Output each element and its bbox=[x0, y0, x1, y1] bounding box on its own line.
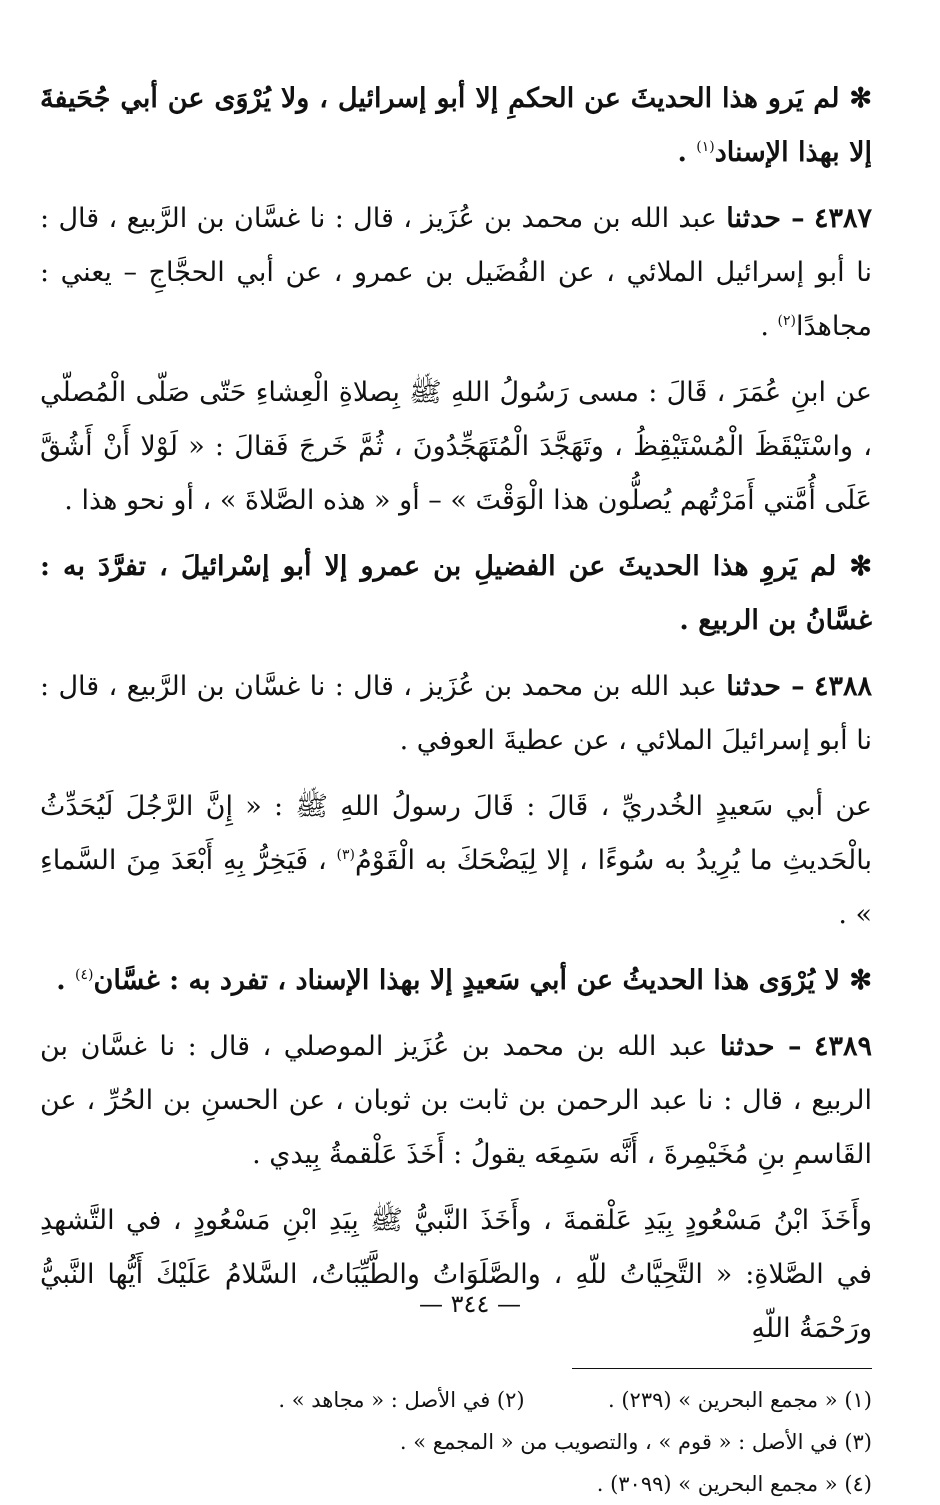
footnote-4: (٤) « مجمع البحرين » (٣٠٩٩) . bbox=[596, 1472, 872, 1496]
footnote-3: (٣) في الأصل : « قوم » ، والتصويب من « المجمع » . bbox=[399, 1430, 872, 1454]
footnote-ref: (٣) bbox=[336, 847, 355, 863]
paragraph-end: ، فَيَخِرُّ بِهِ أَبْعَدَ مِنَ السَّماءِ » . bbox=[40, 845, 872, 930]
footnote-ref: (١) bbox=[696, 139, 715, 155]
footnote-2: (٢) في الأصل : « مجاهد » . bbox=[278, 1388, 525, 1412]
paragraph-text: عبد الله بن محمد بن عُزَيز ، قال : نا غسَّان بن الرَّبيع ، قال : نا أبو إسرائيلَ الملائي ، عن عطيةَ العوفي . bbox=[40, 671, 872, 756]
hadith-number: ٤٣٨٩ bbox=[813, 1031, 872, 1062]
footnotes bbox=[40, 1379, 872, 1505]
paragraph-text: لم يَروِ هذا الحديثَ عن الفضيلِ بن عمرو إلا أبو إسْرائيلَ ، تفرَّدَ به : غسَّانُ بن الربيع . bbox=[40, 551, 872, 636]
paragraph-text: عبد الله بن محمد بن عُزَيز ، قال : نا غسَّان بن الرَّبيع ، قال : نا أبو إسرائيل الملائي ، عن الفُضَيل بن عمرو ، عن أبي الحجَّاجِ – يعني : مجاهدًا bbox=[40, 203, 872, 342]
footnote-line bbox=[40, 1379, 872, 1421]
paragraph-text: عبد الله بن محمد بن عُزَيز الموصلي ، قال : نا غسَّان بن الربيع ، قال : نا عبد الرحمن بن ثابت بن ثوبان ، عن الحسنِ بن الحُرِّ ، عن القَاسمِ بنِ مُخَيْمِرةَ ، أَنَّه سَمِعَه يقولُ : أَخَذَ عَلْقمةُ بِيدي . bbox=[40, 1031, 872, 1170]
hadith-number: ٤٣٨٧ bbox=[814, 203, 873, 234]
footnote-line bbox=[40, 1463, 872, 1505]
hadith-number: ٤٣٨٨ bbox=[814, 671, 873, 702]
hadith-lead: – حدثنا bbox=[726, 203, 805, 234]
paragraph-end: . bbox=[677, 137, 687, 168]
paragraph-text: لا يُرْوَى هذا الحديثُ عن أبي سَعيدٍ إلا بهذا الإسناد ، تفرد به : غسَّان bbox=[93, 965, 840, 996]
editor-note bbox=[40, 540, 872, 648]
footnote-1: (١) « مجمع البحرين » (٢٣٩) . bbox=[608, 1388, 872, 1412]
hadith-isnad bbox=[40, 192, 872, 354]
footnote-line bbox=[40, 1421, 872, 1463]
hadith-isnad bbox=[40, 660, 872, 768]
hadith-text bbox=[40, 1194, 872, 1356]
star-marker: ✻ bbox=[849, 83, 873, 114]
hadith-lead: – حدثنا bbox=[726, 671, 805, 702]
footnote-ref: (٢) bbox=[777, 313, 796, 329]
main-text bbox=[40, 72, 872, 1356]
footnote-ref: (٤) bbox=[75, 967, 94, 983]
paragraph-text: عن أبي سَعيدٍ الخُدريِّ ، قَالَ : قَالَ رسولُ اللهِ ﷺ : « إِنَّ الرَّجُلَ لَيُحَدِّثُ بالْحَديثِ ما يُرِيدُ به سُوءًا ، إلا لِيَضْحَكَ به الْقَوْمُ bbox=[40, 791, 873, 876]
star-marker: ✻ bbox=[849, 965, 872, 996]
editor-note bbox=[40, 72, 872, 180]
paragraph-end: . bbox=[56, 965, 66, 996]
hadith-isnad bbox=[40, 1020, 872, 1182]
paragraph-text: لم يَرو هذا الحديثَ عن الحكمِ إلا أبو إسرائيل ، ولا يُرْوَى عن أبي جُحَيفةَ إلا بهذا الإسناد bbox=[40, 83, 872, 168]
paragraph-text: وأَخَذَ ابْنُ مَسْعُودٍ بِيَدِ عَلْقمةَ ، وأَخَذَ النَّبيُّ ﷺ بِيَدِ ابْنِ مَسْعُودٍ ، في التَّشهدِ في الصَّلاةِ: « التَّحِيَّاتُ للّهِ ، والصَّلَوَاتُ والطَّيِّبَاتُ، السَّلامُ عَلَيْكَ أَيُّها النَّبيُّ ورَحْمَةُ اللّهِ bbox=[40, 1205, 872, 1344]
hadith-text bbox=[40, 366, 872, 528]
editor-note bbox=[40, 954, 872, 1008]
footnote-divider bbox=[572, 1368, 872, 1369]
star-marker: ✻ bbox=[849, 551, 872, 582]
paragraph-end: . bbox=[760, 311, 769, 342]
paragraph-text: عن ابنِ عُمَرَ ، قَالَ : مسى رَسُولُ اللهِ ﷺ بِصلاةِ الْعِشاءِ حَتّى صَلّى الْمُصلّي ، واسْتَيْقَظَ الْمُسْتَيْقِظُ ، وتَهَجَّدَ الْمُتَهَجِّدُونَ ، ثُمَّ خَرجَ فَقالَ : « لَوْلا أَنْ أَشُقَّ عَلَى أُمَّتي أَمَرْتُهم يُصلُّون هذا الْوَقْتَ » – أو « هذه الصَّلاةَ » ، أو نحو هذا . bbox=[40, 377, 872, 516]
hadith-lead: – حدثنا bbox=[719, 1031, 802, 1062]
page-number: — ٣٤٤ — bbox=[419, 1290, 521, 1318]
hadith-text bbox=[40, 780, 872, 942]
